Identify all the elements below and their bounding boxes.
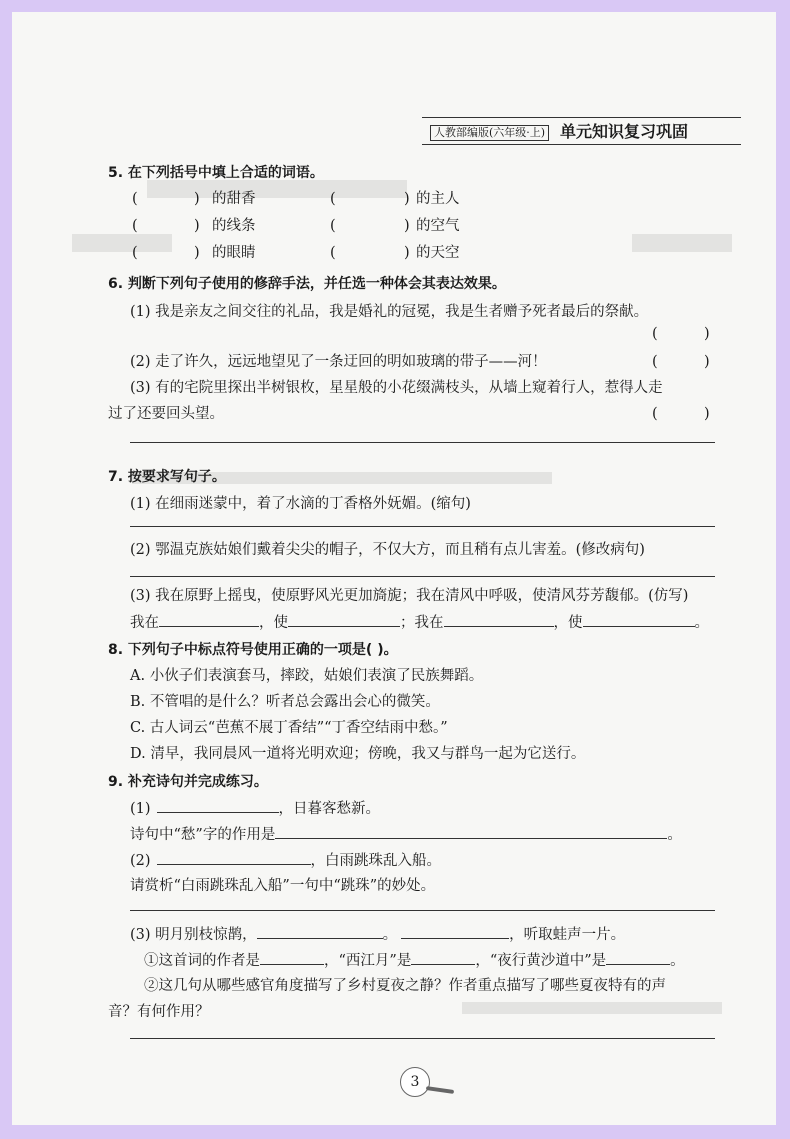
q9-part-3-text: 。 bbox=[382, 927, 398, 943]
q7-fill-part: ，使 bbox=[259, 615, 288, 631]
q7-imitation-line bbox=[130, 612, 709, 633]
bleed-through-mark bbox=[462, 1002, 722, 1014]
q9-blank[interactable] bbox=[411, 950, 475, 965]
question-9-title: 9. 补充诗句并完成练习。 bbox=[108, 774, 268, 790]
q7-fill-part: 我在 bbox=[130, 615, 159, 631]
section-title: 单元知识复习巩固 bbox=[560, 122, 689, 141]
q9-part-1-label: (1) bbox=[130, 801, 151, 817]
q7-blank[interactable] bbox=[159, 612, 259, 627]
q5-word: 的眼睛 bbox=[212, 245, 256, 261]
q9-blank[interactable] bbox=[157, 798, 279, 813]
q9-q1-text: ①这首词的作者是 bbox=[144, 953, 260, 969]
q7-fill-part: ；我在 bbox=[400, 615, 444, 631]
q5-blank[interactable]: ( bbox=[330, 191, 336, 207]
q9-blank[interactable] bbox=[257, 924, 383, 939]
q9-part-1 bbox=[130, 798, 380, 819]
q5-blank[interactable]: ( bbox=[132, 218, 138, 234]
question-5-title: 5. 在下列括号中填上合适的词语。 bbox=[108, 165, 324, 181]
paren-close: ) bbox=[704, 326, 710, 342]
q8-option-b[interactable]: B. 不管唱的是什么？听者总会露出会心的微笑。 bbox=[130, 694, 440, 710]
q9-part-3 bbox=[130, 924, 625, 945]
q5-blank-close: ) bbox=[194, 191, 200, 207]
q9-q1-text: ，“夜行黄沙道中”是 bbox=[475, 953, 607, 969]
q7-answer-line-1[interactable] bbox=[130, 526, 715, 527]
q9-part-3-q2: ②这几句从哪些感官角度描写了乡村夏夜之静？作者重点描写了哪些夏夜特有的声 bbox=[144, 978, 666, 994]
q6-sentence-3-cont: 过了还要回头望。 bbox=[108, 406, 224, 422]
worksheet-page bbox=[12, 12, 776, 1125]
q5-blank[interactable]: ( bbox=[132, 245, 138, 261]
q9-part-2 bbox=[130, 850, 441, 871]
q6-sentence-3: (3) 有的宅院里探出半树银枚，星星般的小花缀满枝头，从墙上窥着行人，惹得人走 bbox=[130, 380, 663, 396]
bleed-through-mark bbox=[72, 234, 172, 252]
q9-part-1-question bbox=[130, 824, 682, 845]
q6-answer-blank-3[interactable]: ( bbox=[652, 406, 658, 422]
paren-close: ) bbox=[704, 406, 710, 422]
q7-fill-part: 。 bbox=[694, 615, 709, 631]
q9-part-1-text: ，日暮客愁新。 bbox=[278, 801, 381, 817]
q5-word: 的线条 bbox=[212, 218, 256, 234]
q8-option-d[interactable]: D. 清早，我同晨风一道将光明欢迎；傍晚，我又与群鸟一起为它送行。 bbox=[130, 746, 586, 762]
paren-close: ) bbox=[704, 354, 710, 370]
q5-blank[interactable]: ( bbox=[330, 245, 336, 261]
q5-blank-close: ) bbox=[404, 218, 410, 234]
q5-blank-close: ) bbox=[194, 218, 200, 234]
edition-label: 人教部编版(六年级·上) bbox=[430, 125, 549, 141]
q9-part-2-question: 请赏析“白雨跳珠乱入船”一句中“跳珠”的妙处。 bbox=[130, 878, 436, 894]
q9-period: 。 bbox=[667, 827, 682, 843]
q5-blank[interactable]: ( bbox=[132, 191, 138, 207]
q5-word: 的甜香 bbox=[212, 191, 256, 207]
q6-answer-blank-1[interactable]: ( bbox=[652, 326, 658, 342]
question-6-title: 6. 判断下列句子使用的修辞手法，并任选一种体会其表达效果。 bbox=[108, 276, 506, 292]
q7-blank[interactable] bbox=[444, 612, 554, 627]
q6-sentence-1: (1) 我是亲友之间交往的礼品，我是婚礼的冠冕，我是生者赠予死者最后的祭献。 bbox=[130, 304, 649, 320]
q9-part-1-question-text: 诗句中“愁”字的作用是 bbox=[130, 827, 276, 843]
q5-blank[interactable]: ( bbox=[330, 218, 336, 234]
q9-part-3-q2-cont: 音？有何作用？ bbox=[108, 1004, 210, 1020]
q6-answer-line[interactable] bbox=[130, 442, 715, 443]
q5-word: 的空气 bbox=[416, 218, 460, 234]
bleed-through-mark bbox=[632, 234, 732, 252]
q9-q1-text: ，“西江月”是 bbox=[324, 953, 412, 969]
question-8-title: 8. 下列句子中标点符号使用正确的一项是( )。 bbox=[108, 642, 398, 658]
q7-fill-part: ，使 bbox=[553, 615, 583, 631]
q8-option-c[interactable]: C. 古人词云“芭蕉不展丁香结”“丁香空结雨中愁。” bbox=[130, 720, 448, 736]
q9-answer-line-2[interactable] bbox=[130, 1038, 715, 1039]
page-number: 3 bbox=[400, 1067, 430, 1097]
q7-answer-line-2[interactable] bbox=[130, 576, 715, 577]
q5-blank-close: ) bbox=[404, 191, 410, 207]
q5-blank-close: ) bbox=[194, 245, 200, 261]
q6-answer-blank-2[interactable]: ( bbox=[652, 354, 658, 370]
q9-answer-line-1[interactable] bbox=[130, 910, 715, 911]
q7-blank[interactable] bbox=[288, 612, 400, 627]
page-number-decoration bbox=[426, 1086, 454, 1094]
q9-blank[interactable] bbox=[401, 924, 509, 939]
q9-part-3-q1 bbox=[144, 950, 685, 971]
q7-sentence-1: (1) 在细雨迷蒙中，着了水滴的丁香格外妩媚。(缩句) bbox=[130, 496, 471, 512]
q9-part-3-text: ，听取蛙声一片。 bbox=[509, 927, 626, 943]
q6-sentence-2: (2) 走了许久，远远地望见了一条迂回的明如玻璃的带子——河！ bbox=[130, 354, 547, 370]
q8-option-a[interactable]: A. 小伙子们表演套马，摔跤，姑娘们表演了民族舞蹈。 bbox=[130, 668, 484, 684]
question-7-title: 7. 按要求写句子。 bbox=[108, 469, 226, 485]
q5-word: 的天空 bbox=[416, 245, 460, 261]
q9-q1-text: 。 bbox=[670, 953, 685, 969]
q9-part-2-label: (2) bbox=[130, 853, 151, 869]
q9-blank[interactable] bbox=[606, 950, 670, 965]
q7-sentence-2: (2) 鄂温克族姑娘们戴着尖尖的帽子，不仅大方，而且稍有点儿害羞。(修改病句) bbox=[130, 542, 645, 558]
q9-part-2-text: ，白雨跳珠乱入船。 bbox=[310, 853, 442, 869]
q9-blank[interactable] bbox=[157, 850, 311, 865]
q7-sentence-3: (3) 我在原野上摇曳，使原野风光更加旖旎；我在清风中呼吸，使清风芬芳馥郁。(仿写) bbox=[130, 588, 689, 604]
q9-blank[interactable] bbox=[260, 950, 324, 965]
q9-part-3-text: (3) 明月别枝惊鹊， bbox=[130, 927, 257, 943]
q5-blank-close: ) bbox=[404, 245, 410, 261]
q5-word: 的主人 bbox=[416, 191, 460, 207]
q9-blank[interactable] bbox=[275, 824, 667, 839]
q7-blank[interactable] bbox=[583, 612, 695, 627]
